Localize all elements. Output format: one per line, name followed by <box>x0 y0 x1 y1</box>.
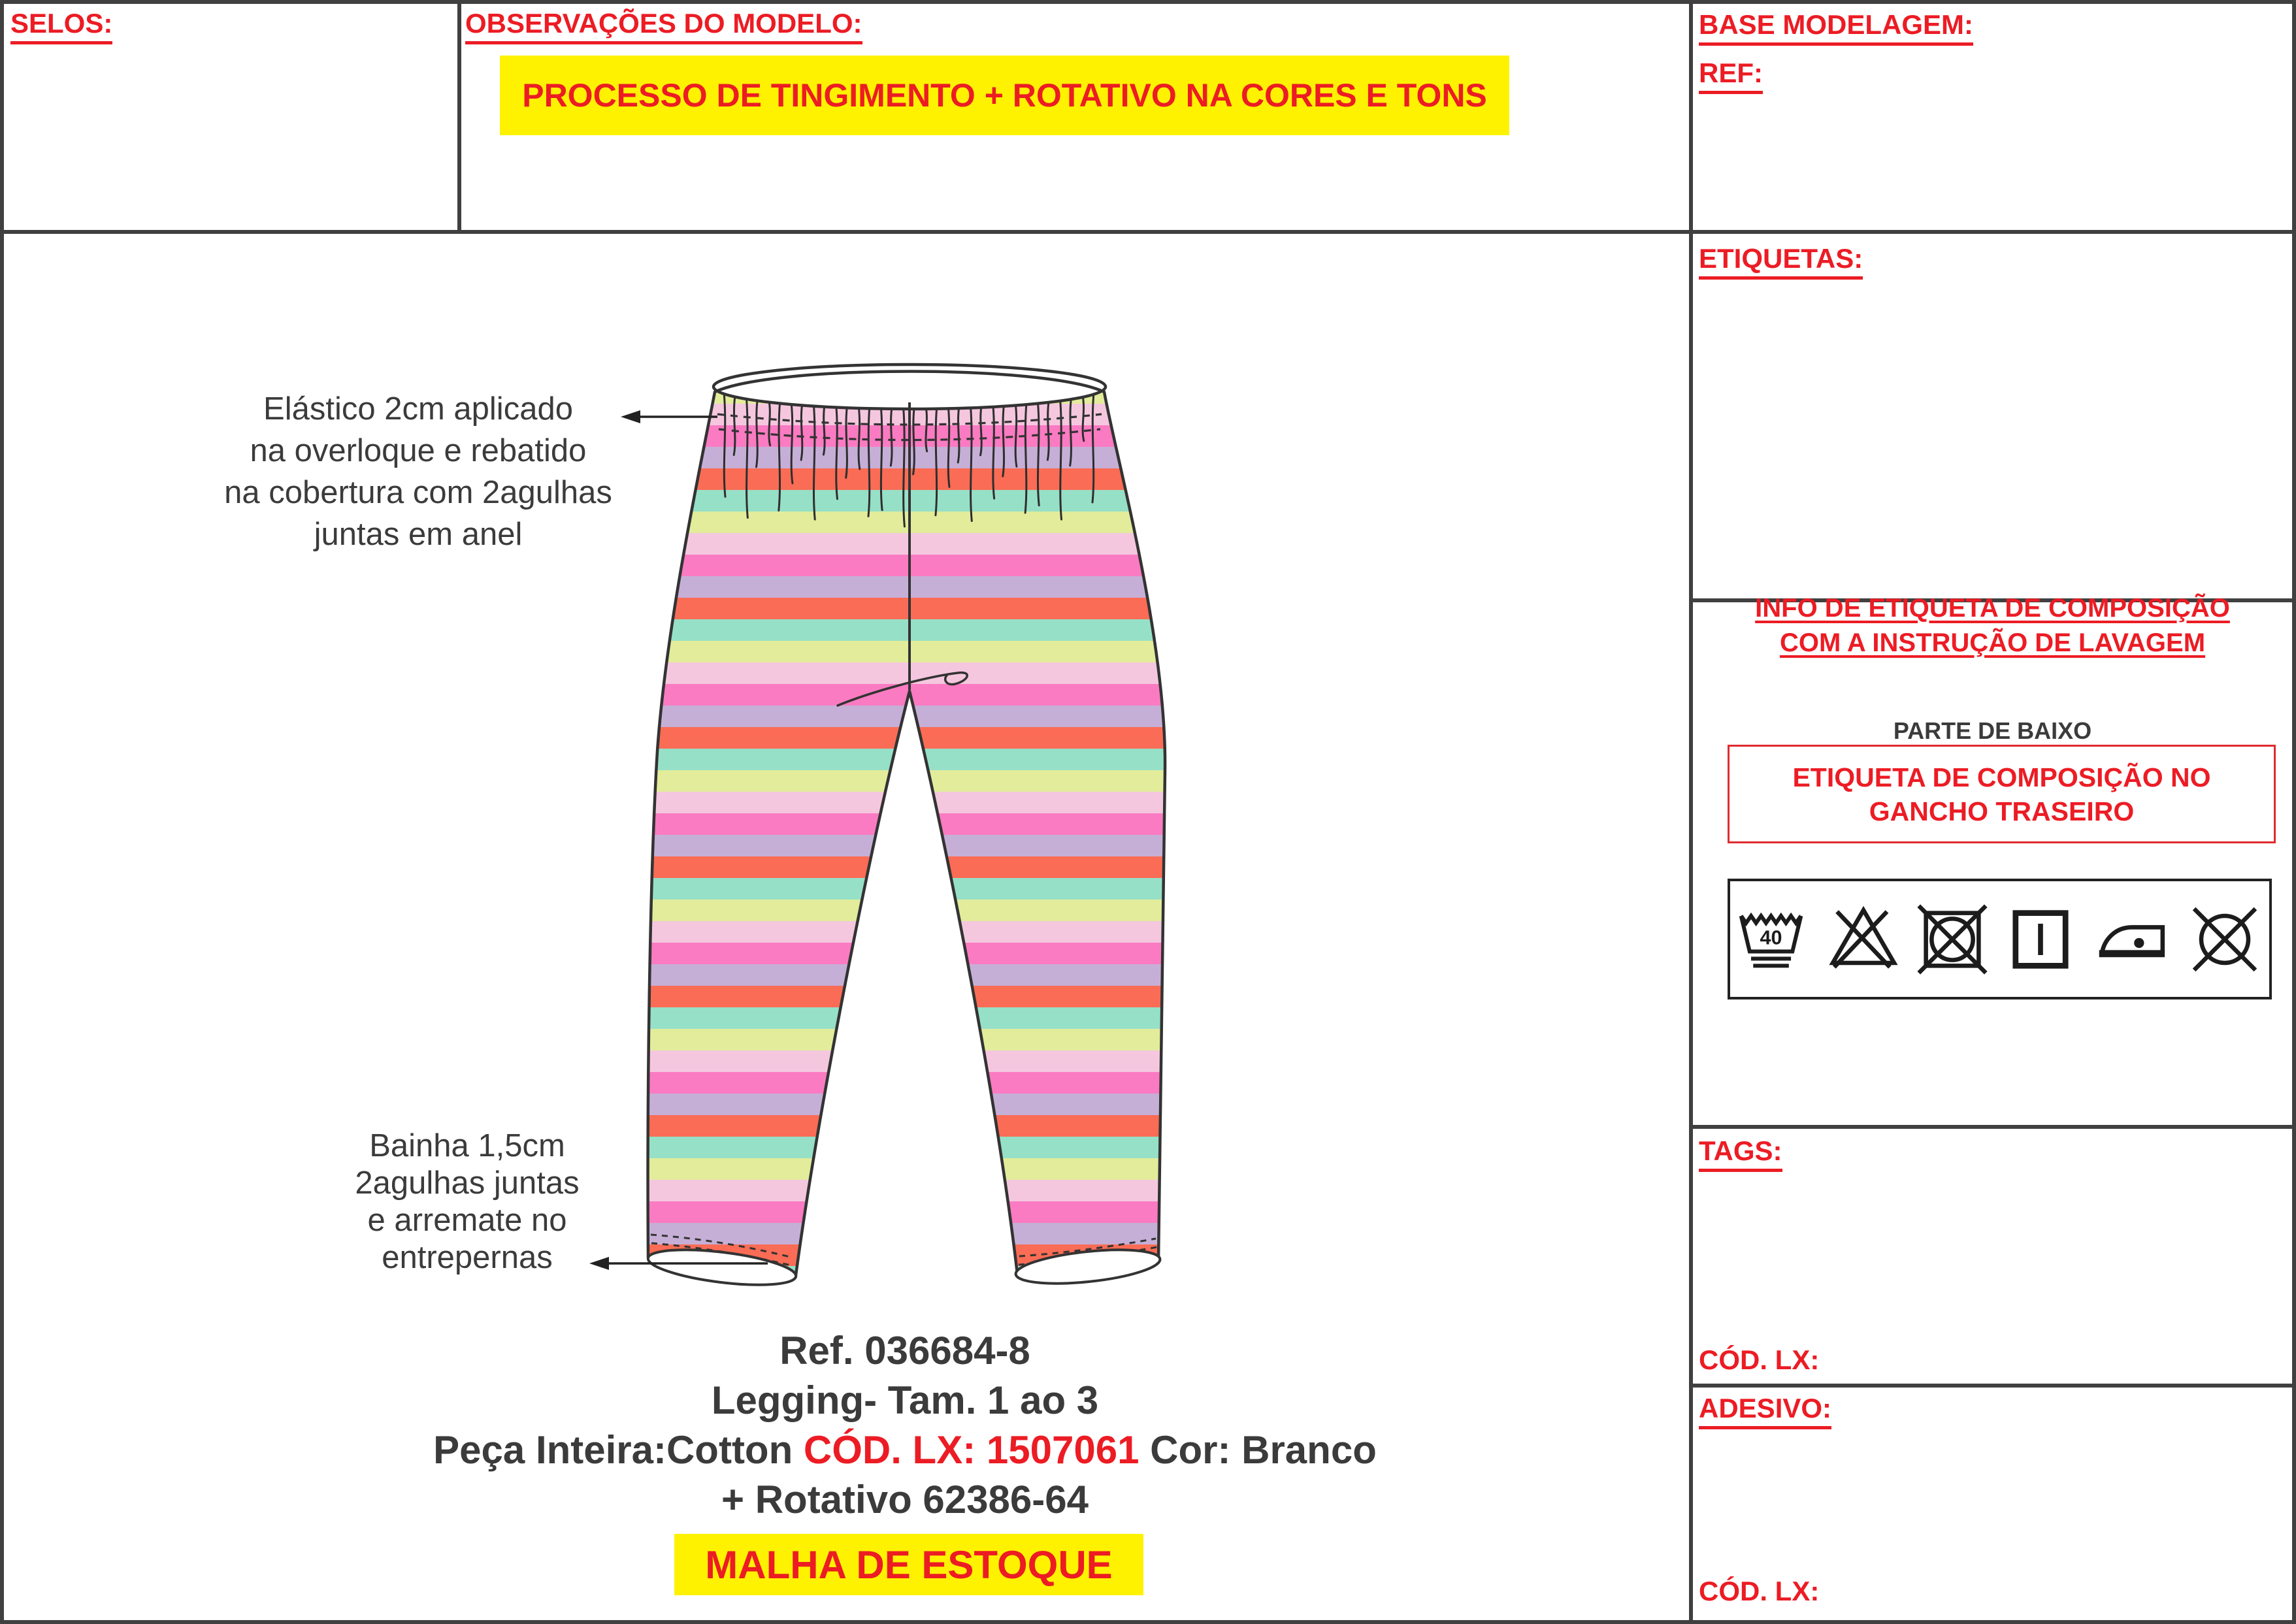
selos-label: SELOS: <box>10 8 112 44</box>
care-symbols-box <box>1728 879 2272 999</box>
process-note-text: PROCESSO DE TINGIMENTO + ROTATIVO NA CORES E TONS <box>522 77 1487 114</box>
do-not-tumble-dry-icon <box>1913 900 1992 979</box>
do-not-dry-clean-icon <box>2186 900 2264 979</box>
product-rotativo: + Rotativo 62386-64 <box>721 1478 1089 1521</box>
process-note-banner <box>500 56 1509 135</box>
product-composition: Peça Inteira:Cotton CÓD. LX: 1507061 Cor: Branco <box>433 1428 1377 1472</box>
parte-de-baixo-label: PARTE DE BAIXO <box>1893 717 2092 744</box>
divider-top-row <box>0 230 2296 234</box>
composition-note-line2: GANCHO TRASEIRO <box>1869 796 2135 826</box>
tags-label: TAGS: <box>1699 1135 1782 1172</box>
border-top <box>0 0 2296 4</box>
info-etiqueta-title <box>1693 591 2292 660</box>
iron-low-icon <box>2090 900 2175 979</box>
etiquetas-label: ETIQUETAS: <box>1699 243 1863 280</box>
observacoes-label: OBSERVAÇÕES DO MODELO: <box>465 8 862 44</box>
composition-label-box <box>1728 745 2276 843</box>
malha-banner-text: MALHA DE ESTOQUE <box>705 1542 1113 1587</box>
do-not-bleach-icon <box>1824 900 1903 979</box>
cod-lx-label-bottom: CÓD. LX: <box>1699 1576 1820 1606</box>
elastico-annotation: Elástico 2cm aplicado na overloque e rebatido na cobertura com 2agulhas juntas em anel <box>224 391 612 552</box>
composition-note-line1: ETIQUETA DE COMPOSIÇÃO NO <box>1792 762 2211 792</box>
adesivo-label: ADESIVO: <box>1699 1393 1831 1429</box>
info-etiqueta-title-line1: INFO DE ETIQUETA DE COMPOSIÇÃO <box>1755 594 2230 623</box>
border-bottom <box>0 1620 2296 1624</box>
product-info-block <box>0 1326 1810 1525</box>
border-right <box>2292 0 2296 1624</box>
divider-selos-obs <box>457 0 461 234</box>
cod-lx-label-tags: CÓD. LX: <box>1699 1344 1820 1375</box>
product-cod-lx: CÓD. LX: 1507061 <box>803 1428 1151 1472</box>
ref-label: REF: <box>1699 57 1763 94</box>
wash-temp-value: 40 <box>1760 926 1782 949</box>
bainha-annotation: Bainha 1,5cm 2agulhas juntas e arremate no entrepernas <box>355 1128 580 1275</box>
product-name: Legging- Tam. 1 ao 3 <box>711 1378 1099 1422</box>
divider-info-tags <box>1689 1125 2296 1129</box>
product-ref: Ref. 036684-8 <box>779 1329 1030 1372</box>
wash-40-icon <box>1735 894 1814 985</box>
malha-banner <box>674 1534 1143 1595</box>
info-etiqueta-title-line2: COM A INSTRUÇÃO DE LAVAGEM <box>1779 628 2206 657</box>
drip-dry-icon <box>2001 900 2080 979</box>
base-modelagem-label: BASE MODELAGEM: <box>1699 9 1973 46</box>
